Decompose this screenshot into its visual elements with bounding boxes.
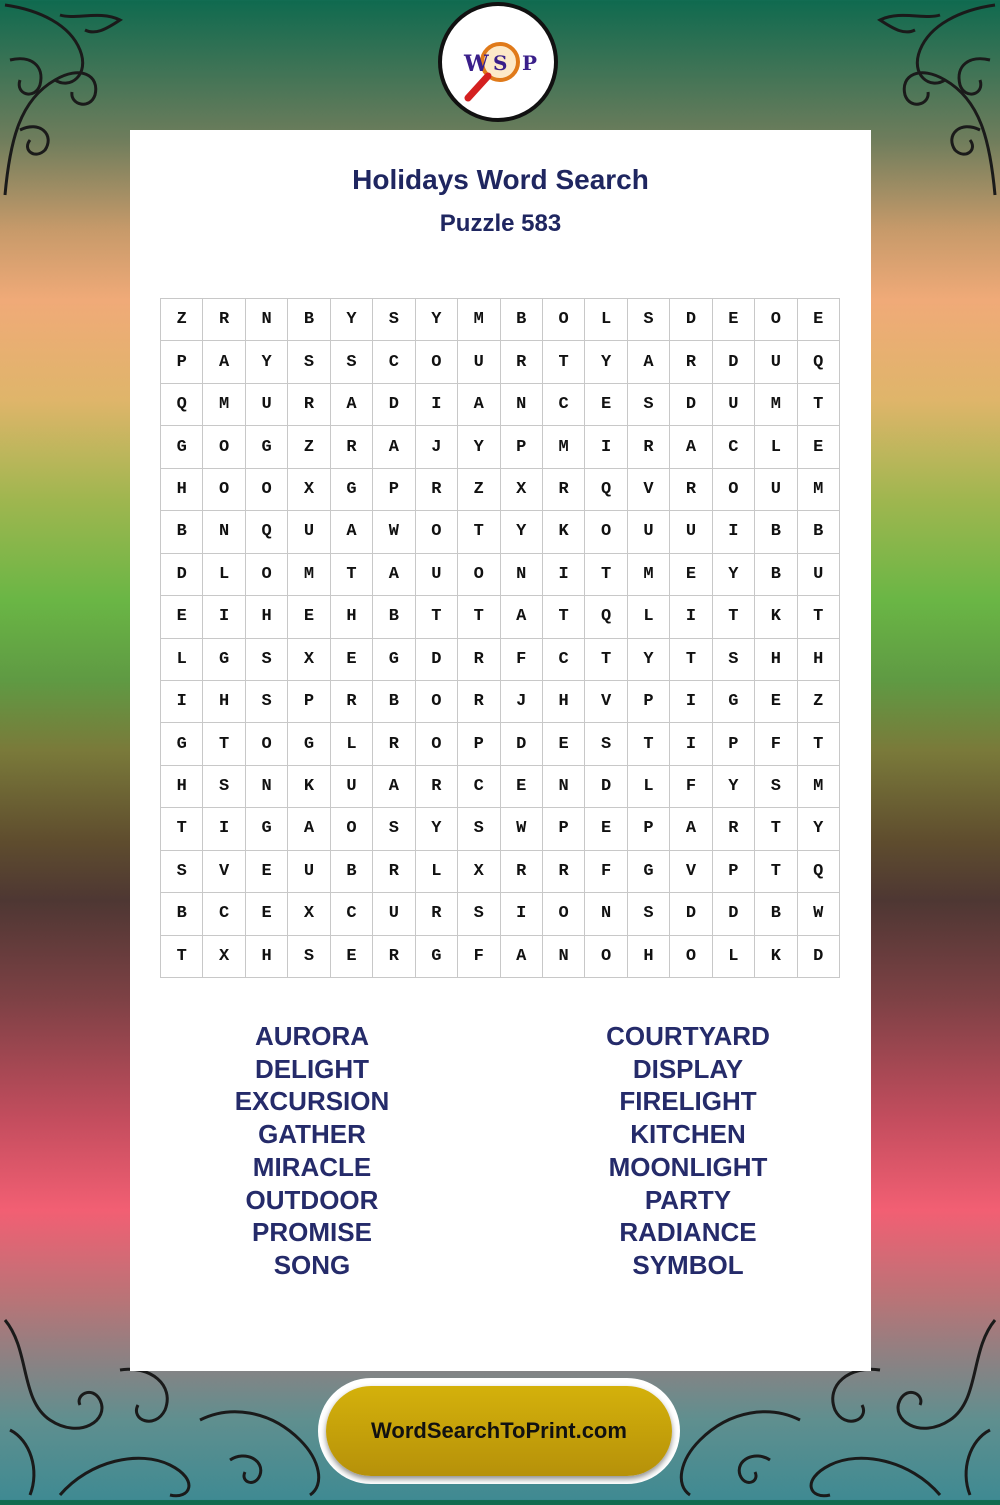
grid-cell[interactable]: R — [373, 851, 415, 893]
grid-cell[interactable]: C — [203, 893, 245, 935]
grid-cell[interactable]: U — [458, 341, 500, 383]
grid-cell[interactable]: Y — [713, 766, 755, 808]
grid-cell[interactable]: L — [585, 299, 627, 341]
grid-cell[interactable]: X — [288, 469, 330, 511]
grid-cell[interactable]: O — [670, 936, 712, 978]
grid-cell[interactable]: D — [670, 384, 712, 426]
grid-cell[interactable]: C — [373, 341, 415, 383]
grid-cell[interactable]: A — [203, 341, 245, 383]
grid-cell[interactable]: X — [288, 893, 330, 935]
grid-cell[interactable]: U — [288, 851, 330, 893]
grid-cell[interactable]: A — [288, 808, 330, 850]
grid-cell[interactable]: P — [458, 723, 500, 765]
grid-cell[interactable]: D — [373, 384, 415, 426]
grid-cell[interactable]: T — [161, 936, 203, 978]
grid-cell[interactable]: L — [416, 851, 458, 893]
grid-cell[interactable]: G — [203, 639, 245, 681]
grid-cell[interactable]: I — [543, 554, 585, 596]
grid-cell[interactable]: M — [458, 299, 500, 341]
grid-cell[interactable]: O — [416, 723, 458, 765]
grid-cell[interactable]: B — [161, 511, 203, 553]
grid-cell[interactable]: W — [501, 808, 543, 850]
grid-cell[interactable]: K — [288, 766, 330, 808]
grid-cell[interactable]: N — [543, 936, 585, 978]
grid-cell[interactable]: S — [755, 766, 797, 808]
grid-cell[interactable]: T — [331, 554, 373, 596]
grid-cell[interactable]: Y — [713, 554, 755, 596]
grid-cell[interactable]: Z — [458, 469, 500, 511]
grid-cell[interactable]: S — [628, 299, 670, 341]
grid-cell[interactable]: Y — [416, 808, 458, 850]
grid-cell[interactable]: O — [585, 511, 627, 553]
grid-cell[interactable]: H — [755, 639, 797, 681]
grid-cell[interactable]: A — [670, 808, 712, 850]
grid-cell[interactable]: B — [373, 596, 415, 638]
grid-cell[interactable]: L — [203, 554, 245, 596]
grid-cell[interactable]: P — [713, 723, 755, 765]
grid-cell[interactable]: X — [203, 936, 245, 978]
word-item: SONG — [273, 1249, 351, 1280]
grid-cell[interactable]: G — [628, 851, 670, 893]
grid-cell[interactable]: D — [713, 893, 755, 935]
grid-cell[interactable]: V — [628, 469, 670, 511]
grid-cell[interactable]: Y — [246, 341, 288, 383]
logo-letter-w: W — [464, 51, 489, 77]
grid-cell[interactable]: M — [288, 554, 330, 596]
grid-cell[interactable]: P — [628, 681, 670, 723]
grid-cell[interactable]: T — [585, 639, 627, 681]
grid-cell[interactable]: E — [713, 299, 755, 341]
grid-cell[interactable]: B — [755, 893, 797, 935]
grid-cell[interactable]: Q — [585, 469, 627, 511]
grid-cell[interactable]: T — [203, 723, 245, 765]
grid-cell[interactable]: E — [585, 384, 627, 426]
grid-cell[interactable]: P — [501, 426, 543, 468]
grid-cell[interactable]: O — [416, 341, 458, 383]
word-item: EXCURSION — [234, 1086, 390, 1117]
grid-cell[interactable]: E — [670, 554, 712, 596]
word-item: KITCHEN — [630, 1119, 746, 1150]
grid-cell[interactable]: L — [628, 596, 670, 638]
grid-cell[interactable]: N — [585, 893, 627, 935]
grid-cell[interactable]: D — [501, 723, 543, 765]
grid-cell[interactable]: M — [798, 469, 840, 511]
grid-cell[interactable]: C — [713, 426, 755, 468]
grid-cell[interactable]: A — [501, 596, 543, 638]
grid-cell[interactable]: Q — [585, 596, 627, 638]
grid-cell[interactable]: F — [670, 766, 712, 808]
grid-cell[interactable]: Y — [798, 808, 840, 850]
grid-cell[interactable]: O — [713, 469, 755, 511]
grid-cell[interactable]: T — [798, 596, 840, 638]
grid-cell[interactable]: T — [798, 723, 840, 765]
grid-cell[interactable]: R — [331, 426, 373, 468]
grid-cell[interactable]: A — [331, 511, 373, 553]
grid-cell[interactable]: R — [501, 341, 543, 383]
grid-cell[interactable]: V — [585, 681, 627, 723]
grid-cell[interactable]: H — [203, 681, 245, 723]
grid-cell[interactable]: L — [755, 426, 797, 468]
grid-cell[interactable]: R — [543, 851, 585, 893]
grid-cell[interactable]: O — [585, 936, 627, 978]
grid-cell[interactable]: Y — [628, 639, 670, 681]
grid-cell[interactable]: S — [373, 808, 415, 850]
grid-cell[interactable]: X — [288, 639, 330, 681]
grid-cell[interactable]: Q — [161, 384, 203, 426]
grid-cell[interactable]: E — [543, 723, 585, 765]
grid-cell[interactable]: U — [713, 384, 755, 426]
word-list-right — [538, 1020, 838, 1282]
grid-cell[interactable]: P — [713, 851, 755, 893]
word-item: DELIGHT — [254, 1053, 370, 1084]
grid-cell[interactable]: H — [161, 469, 203, 511]
word-item: RADIANCE — [619, 1217, 757, 1248]
puzzle-number: Puzzle 583 — [439, 210, 562, 237]
grid-cell[interactable]: Z — [161, 299, 203, 341]
grid-cell[interactable]: R — [331, 681, 373, 723]
grid-cell[interactable]: S — [585, 723, 627, 765]
grid-cell[interactable]: H — [798, 639, 840, 681]
grid-cell[interactable]: Y — [501, 511, 543, 553]
grid-cell[interactable]: D — [416, 639, 458, 681]
grid-cell[interactable]: U — [373, 893, 415, 935]
grid-cell[interactable]: I — [670, 681, 712, 723]
grid-cell[interactable]: M — [798, 766, 840, 808]
grid-cell[interactable]: M — [755, 384, 797, 426]
grid-cell[interactable]: L — [713, 936, 755, 978]
grid-cell[interactable]: H — [331, 596, 373, 638]
grid-cell[interactable]: O — [458, 554, 500, 596]
word-item: MOONLIGHT — [608, 1151, 768, 1182]
grid-cell[interactable]: T — [713, 596, 755, 638]
grid-cell[interactable]: G — [246, 808, 288, 850]
grid-cell[interactable]: Y — [585, 341, 627, 383]
grid-cell[interactable]: A — [501, 936, 543, 978]
word-item: SYMBOL — [632, 1249, 744, 1280]
grid-cell[interactable]: N — [203, 511, 245, 553]
grid-cell[interactable]: I — [501, 893, 543, 935]
grid-cell[interactable]: T — [628, 723, 670, 765]
grid-cell[interactable]: Q — [798, 851, 840, 893]
logo-letter-s: S — [493, 51, 508, 75]
grid-cell[interactable]: D — [161, 554, 203, 596]
grid-cell[interactable]: G — [161, 723, 203, 765]
word-item: PROMISE — [252, 1217, 372, 1248]
grid-cell[interactable]: I — [203, 808, 245, 850]
grid-cell[interactable]: M — [628, 554, 670, 596]
grid-cell[interactable]: H — [161, 766, 203, 808]
grid-cell[interactable]: R — [373, 723, 415, 765]
grid-cell[interactable]: O — [331, 808, 373, 850]
word-item: COURTYARD — [606, 1021, 770, 1051]
grid-cell[interactable]: T — [458, 596, 500, 638]
grid-cell[interactable]: A — [670, 426, 712, 468]
grid-cell[interactable]: A — [628, 341, 670, 383]
grid-cell[interactable]: Q — [246, 511, 288, 553]
logo-letter-p: P — [522, 51, 538, 75]
grid-cell[interactable]: V — [203, 851, 245, 893]
grid-cell[interactable]: D — [670, 893, 712, 935]
grid-cell[interactable]: B — [798, 511, 840, 553]
ornament-top-left — [0, 0, 130, 200]
grid-cell[interactable]: Y — [331, 299, 373, 341]
grid-cell[interactable]: A — [331, 384, 373, 426]
grid-cell[interactable]: E — [798, 299, 840, 341]
grid-cell[interactable]: U — [331, 766, 373, 808]
grid-cell[interactable]: U — [288, 511, 330, 553]
grid-cell[interactable]: E — [246, 851, 288, 893]
grid-cell[interactable]: F — [755, 723, 797, 765]
grid-cell[interactable]: V — [670, 851, 712, 893]
grid-cell[interactable]: O — [246, 554, 288, 596]
grid-cell[interactable]: P — [628, 808, 670, 850]
grid-cell[interactable]: I — [416, 384, 458, 426]
grid-cell[interactable]: C — [331, 893, 373, 935]
grid-cell[interactable]: U — [416, 554, 458, 596]
word-item: DISPLAY — [632, 1053, 744, 1084]
grid-cell[interactable]: S — [161, 851, 203, 893]
grid-cell[interactable]: K — [755, 596, 797, 638]
grid-cell[interactable]: X — [501, 469, 543, 511]
grid-cell[interactable]: A — [373, 766, 415, 808]
grid-cell[interactable]: Z — [288, 426, 330, 468]
grid-cell[interactable]: U — [755, 341, 797, 383]
grid-cell[interactable]: S — [628, 384, 670, 426]
grid-cell[interactable]: Y — [416, 299, 458, 341]
word-item: MIRACLE — [252, 1151, 372, 1182]
grid-cell[interactable]: L — [331, 723, 373, 765]
grid-cell[interactable]: U — [670, 511, 712, 553]
word-item: PARTY — [644, 1184, 732, 1215]
grid-cell[interactable]: M — [543, 426, 585, 468]
grid-cell[interactable]: R — [416, 469, 458, 511]
grid-cell[interactable]: E — [501, 766, 543, 808]
grid-cell[interactable]: F — [501, 639, 543, 681]
grid-cell[interactable]: D — [798, 936, 840, 978]
grid-cell[interactable]: B — [161, 893, 203, 935]
grid-cell[interactable]: I — [161, 681, 203, 723]
grid-cell[interactable]: T — [585, 554, 627, 596]
grid-cell[interactable]: I — [713, 511, 755, 553]
grid-cell[interactable]: S — [713, 639, 755, 681]
grid-cell[interactable]: B — [373, 681, 415, 723]
grid-cell[interactable]: B — [755, 554, 797, 596]
grid-cell[interactable]: G — [246, 426, 288, 468]
grid-cell[interactable]: N — [246, 299, 288, 341]
site-link[interactable]: WordSearchToPrint.com — [326, 1386, 672, 1476]
grid-cell[interactable]: F — [458, 936, 500, 978]
grid-cell[interactable]: C — [543, 639, 585, 681]
grid-cell[interactable]: E — [161, 596, 203, 638]
grid-cell[interactable]: M — [203, 384, 245, 426]
grid-cell[interactable]: E — [755, 681, 797, 723]
grid-cell[interactable]: R — [501, 851, 543, 893]
grid-cell[interactable]: S — [203, 766, 245, 808]
grid-cell[interactable]: S — [458, 893, 500, 935]
grid-cell[interactable]: Y — [458, 426, 500, 468]
grid-cell[interactable]: O — [416, 681, 458, 723]
grid-cell[interactable]: G — [373, 639, 415, 681]
grid-cell[interactable]: D — [670, 299, 712, 341]
grid-cell[interactable]: T — [416, 596, 458, 638]
grid-cell[interactable]: K — [543, 511, 585, 553]
grid-cell[interactable]: U — [246, 384, 288, 426]
page-title: Holidays Word Search — [352, 164, 649, 195]
grid-cell[interactable]: R — [458, 681, 500, 723]
grid-cell[interactable]: L — [161, 639, 203, 681]
grid-cell[interactable]: G — [288, 723, 330, 765]
grid-cell[interactable]: D — [713, 341, 755, 383]
grid-cell[interactable]: S — [246, 681, 288, 723]
grid-cell[interactable]: W — [373, 511, 415, 553]
grid-cell[interactable]: E — [585, 808, 627, 850]
grid-cell[interactable]: A — [373, 554, 415, 596]
grid-cell[interactable]: E — [331, 936, 373, 978]
grid-cell[interactable]: T — [755, 808, 797, 850]
word-item: GATHER — [258, 1119, 366, 1150]
grid-cell[interactable]: R — [416, 893, 458, 935]
grid-cell[interactable]: I — [670, 596, 712, 638]
grid-cell[interactable]: G — [713, 681, 755, 723]
grid-cell[interactable]: R — [670, 341, 712, 383]
grid-cell[interactable]: Z — [798, 681, 840, 723]
grid-cell[interactable]: J — [501, 681, 543, 723]
grid-cell[interactable]: R — [373, 936, 415, 978]
grid-cell[interactable]: G — [161, 426, 203, 468]
grid-cell[interactable]: T — [543, 341, 585, 383]
grid-cell[interactable]: R — [288, 384, 330, 426]
grid-cell[interactable]: B — [755, 511, 797, 553]
grid-cell[interactable]: W — [798, 893, 840, 935]
grid-cell[interactable]: N — [246, 766, 288, 808]
site-button[interactable] — [318, 1378, 680, 1484]
grid-cell[interactable]: T — [798, 384, 840, 426]
grid-cell[interactable]: E — [246, 893, 288, 935]
grid-cell[interactable]: E — [331, 639, 373, 681]
grid-cell[interactable]: O — [416, 511, 458, 553]
grid-cell[interactable]: C — [543, 384, 585, 426]
grid-cell[interactable]: N — [501, 554, 543, 596]
grid-cell[interactable]: L — [628, 766, 670, 808]
grid-cell[interactable]: P — [543, 808, 585, 850]
grid-cell[interactable]: H — [543, 681, 585, 723]
grid-cell[interactable]: O — [246, 723, 288, 765]
grid-cell[interactable]: O — [543, 299, 585, 341]
grid-cell[interactable]: C — [458, 766, 500, 808]
grid-cell[interactable]: R — [628, 426, 670, 468]
grid-cell[interactable]: J — [416, 426, 458, 468]
grid-cell[interactable]: O — [246, 469, 288, 511]
grid-cell[interactable]: X — [458, 851, 500, 893]
grid-cell[interactable]: R — [713, 808, 755, 850]
ornament-top-right — [870, 0, 1000, 200]
word-item: OUTDOOR — [245, 1184, 379, 1215]
grid-cell[interactable]: U — [628, 511, 670, 553]
grid-cell[interactable]: S — [373, 299, 415, 341]
grid-cell[interactable]: N — [543, 766, 585, 808]
word-item: AURORA — [254, 1021, 370, 1051]
grid-cell[interactable]: P — [373, 469, 415, 511]
grid-cell[interactable]: R — [670, 469, 712, 511]
grid-cell[interactable]: G — [416, 936, 458, 978]
grid-cell[interactable]: R — [543, 469, 585, 511]
grid-cell[interactable]: S — [331, 341, 373, 383]
grid-cell[interactable]: B — [501, 299, 543, 341]
grid-cell[interactable]: O — [543, 893, 585, 935]
grid-cell[interactable]: S — [288, 341, 330, 383]
grid-cell[interactable]: T — [543, 596, 585, 638]
grid-cell[interactable]: A — [373, 426, 415, 468]
grid-cell[interactable]: H — [628, 936, 670, 978]
grid-cell[interactable]: T — [161, 808, 203, 850]
grid-cell[interactable]: T — [670, 639, 712, 681]
grid-cell[interactable]: O — [203, 426, 245, 468]
grid-cell[interactable]: S — [288, 936, 330, 978]
grid-cell[interactable]: O — [755, 299, 797, 341]
grid-cell[interactable]: A — [458, 384, 500, 426]
word-item: FIRELIGHT — [619, 1086, 757, 1117]
grid-cell[interactable]: B — [288, 299, 330, 341]
grid-cell[interactable]: N — [501, 384, 543, 426]
grid-cell[interactable]: B — [331, 851, 373, 893]
grid-cell[interactable]: U — [798, 554, 840, 596]
grid-cell[interactable]: O — [203, 469, 245, 511]
grid-cell[interactable]: P — [161, 341, 203, 383]
grid-cell[interactable]: H — [246, 596, 288, 638]
wsp-logo — [438, 2, 558, 122]
grid-cell[interactable]: I — [585, 426, 627, 468]
grid-cell[interactable]: S — [246, 639, 288, 681]
grid-cell[interactable]: P — [288, 681, 330, 723]
grid-cell[interactable]: G — [331, 469, 373, 511]
grid-cell[interactable]: T — [755, 851, 797, 893]
grid-cell[interactable]: R — [203, 299, 245, 341]
grid-cell[interactable]: Q — [798, 341, 840, 383]
grid-cell[interactable]: T — [458, 511, 500, 553]
grid-cell[interactable]: S — [628, 893, 670, 935]
word-list-left — [162, 1020, 462, 1282]
grid-cell[interactable]: R — [458, 639, 500, 681]
letter-grid — [160, 298, 840, 978]
grid-cell[interactable]: S — [458, 808, 500, 850]
grid-cell[interactable]: F — [585, 851, 627, 893]
grid-cell[interactable]: R — [416, 766, 458, 808]
grid-cell[interactable]: E — [288, 596, 330, 638]
grid-cell[interactable]: K — [755, 936, 797, 978]
grid-cell[interactable]: I — [670, 723, 712, 765]
grid-cell[interactable]: H — [246, 936, 288, 978]
grid-cell[interactable]: U — [755, 469, 797, 511]
grid-cell[interactable]: I — [203, 596, 245, 638]
grid-cell[interactable]: E — [798, 426, 840, 468]
grid-cell[interactable]: D — [585, 766, 627, 808]
